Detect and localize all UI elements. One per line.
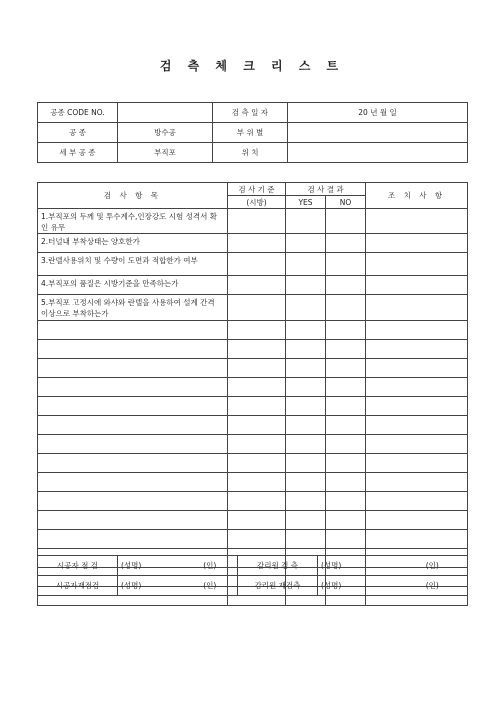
date-value[interactable]: 20 년 월 일 — [288, 103, 468, 123]
checklist-cell-yes[interactable] — [286, 295, 326, 321]
checklist-cell-action[interactable] — [366, 321, 468, 340]
signature-left-seal[interactable]: (인) — [183, 556, 238, 576]
checklist-cell-standard[interactable] — [228, 473, 286, 492]
checklist-cell-standard[interactable] — [228, 359, 286, 378]
checklist-cell-no[interactable] — [326, 473, 366, 492]
checklist-cell-item — [38, 378, 228, 397]
code-label: 공종 CODE NO. — [38, 103, 118, 123]
checklist-cell-item — [38, 359, 228, 378]
checklist-cell-action[interactable] — [366, 511, 468, 530]
checklist-cell-yes[interactable] — [286, 530, 326, 549]
checklist-cell-action[interactable] — [366, 276, 468, 295]
checklist-cell-standard[interactable] — [228, 253, 286, 276]
checklist-cell-action[interactable] — [366, 340, 468, 359]
header-standard: 검 사 기 준 — [228, 183, 286, 196]
checklist-row — [38, 492, 468, 511]
location-label: 위 치 — [213, 143, 288, 163]
checklist-cell-no[interactable] — [326, 209, 366, 234]
subwork-label: 세 부 공 종 — [38, 143, 118, 163]
checklist-cell-item: 4.부직포의 품질은 시방기준을 만족하는가 — [38, 276, 228, 295]
signature-right-label: 감리원 검 측 — [238, 556, 318, 576]
checklist-cell-action[interactable] — [366, 378, 468, 397]
checklist-cell-action[interactable] — [366, 530, 468, 549]
document-title: 검 측 체 크 리 스 트 — [159, 59, 345, 73]
checklist-cell-yes[interactable] — [286, 340, 326, 359]
checklist-cell-item — [38, 416, 228, 435]
checklist-cell-standard[interactable] — [228, 416, 286, 435]
checklist-cell-standard[interactable] — [228, 295, 286, 321]
signature-row — [38, 556, 468, 576]
checklist-cell-yes[interactable] — [286, 492, 326, 511]
checklist-cell-item — [38, 473, 228, 492]
checklist-cell-standard[interactable] — [228, 276, 286, 295]
header-no: NO — [326, 196, 366, 209]
checklist-cell-no[interactable] — [326, 276, 366, 295]
checklist-cell-no[interactable] — [326, 359, 366, 378]
checklist-row — [38, 473, 468, 492]
checklist-cell-item — [38, 454, 228, 473]
checklist-cell-no[interactable] — [326, 492, 366, 511]
checklist-row — [38, 359, 468, 378]
checklist-cell-no[interactable] — [326, 454, 366, 473]
checklist-cell-no[interactable] — [326, 397, 366, 416]
header-result: 검 사 결 과 — [286, 183, 366, 196]
checklist-cell-action[interactable] — [366, 209, 468, 234]
checklist-cell-item — [38, 321, 228, 340]
signature-left-name[interactable]: (성명) — [118, 556, 183, 576]
header-standard-sub: (시방) — [228, 196, 286, 209]
location-value[interactable] — [288, 143, 468, 163]
code-value[interactable] — [118, 103, 213, 123]
part-value[interactable] — [288, 123, 468, 143]
checklist-cell-no[interactable] — [326, 416, 366, 435]
checklist-cell-yes[interactable] — [286, 435, 326, 454]
checklist-row — [38, 253, 468, 276]
checklist-cell-standard[interactable] — [228, 321, 286, 340]
checklist-row — [38, 511, 468, 530]
checklist-cell-no[interactable] — [326, 253, 366, 276]
signature-left-label: 시공자재점검 — [38, 576, 118, 596]
checklist-cell-no[interactable] — [326, 530, 366, 549]
checklist-cell-action[interactable] — [366, 359, 468, 378]
checklist-cell-action[interactable] — [366, 454, 468, 473]
checklist-cell-yes[interactable] — [286, 511, 326, 530]
checklist-row — [38, 378, 468, 397]
checklist-cell-yes[interactable] — [286, 397, 326, 416]
signature-table — [37, 555, 468, 596]
checklist-cell-no[interactable] — [326, 378, 366, 397]
checklist-cell-no[interactable] — [326, 340, 366, 359]
work-value[interactable]: 방수공 — [118, 123, 213, 143]
checklist-cell-item — [38, 340, 228, 359]
signature-body — [38, 556, 468, 596]
checklist-cell-yes[interactable] — [286, 359, 326, 378]
signature-right-name[interactable]: (성명) — [318, 556, 398, 576]
checklist-row — [38, 209, 468, 234]
checklist-cell-standard[interactable] — [228, 511, 286, 530]
signature-right-name[interactable]: (성명) — [318, 576, 398, 596]
checklist-cell-item — [38, 511, 228, 530]
header-item: 검 사 항 목 — [38, 183, 228, 209]
checklist-cell-standard[interactable] — [228, 378, 286, 397]
checklist-row — [38, 340, 468, 359]
checklist-cell-yes[interactable] — [286, 234, 326, 253]
checklist-cell-standard[interactable] — [228, 397, 286, 416]
checklist-cell-item: 3.란델사용위치 및 수량이 도면과 적합한가 여부 — [38, 253, 228, 276]
checklist-cell-standard[interactable] — [228, 209, 286, 234]
checklist-cell-item — [38, 492, 228, 511]
header-action: 조 치 사 항 — [366, 183, 468, 209]
checklist-cell-action[interactable] — [366, 253, 468, 276]
checklist-row — [38, 530, 468, 549]
checklist-cell-no[interactable] — [326, 435, 366, 454]
checklist-cell-action[interactable] — [366, 492, 468, 511]
checklist-cell-item — [38, 397, 228, 416]
checklist-cell-action[interactable] — [366, 397, 468, 416]
checklist-row — [38, 295, 468, 321]
checklist-cell-standard[interactable] — [228, 234, 286, 253]
checklist-cell-item: 5.부직포 고정시에 와샤와 란델을 사용하여 설계 간격 이상으로 부착하는가 — [38, 295, 228, 321]
checklist-cell-action[interactable] — [366, 416, 468, 435]
checklist-cell-yes[interactable] — [286, 209, 326, 234]
checklist-cell-action[interactable] — [366, 473, 468, 492]
checklist-body — [38, 209, 468, 606]
checklist-cell-yes[interactable] — [286, 253, 326, 276]
checklist-cell-yes[interactable] — [286, 321, 326, 340]
checklist-row — [38, 397, 468, 416]
checklist-cell-action[interactable] — [366, 295, 468, 321]
work-label: 공 종 — [38, 123, 118, 143]
checklist-cell-item — [38, 530, 228, 549]
part-label: 부 위 별 — [213, 123, 288, 143]
checklist-cell-standard[interactable] — [228, 492, 286, 511]
checklist-row — [38, 435, 468, 454]
checklist-cell-action[interactable] — [366, 435, 468, 454]
checklist-row — [38, 416, 468, 435]
checklist-cell-standard[interactable] — [228, 435, 286, 454]
info-table — [37, 102, 468, 163]
checklist-cell-standard[interactable] — [228, 530, 286, 549]
checklist-cell-yes[interactable] — [286, 454, 326, 473]
checklist-cell-yes[interactable] — [286, 378, 326, 397]
subwork-value[interactable]: 부직포 — [118, 143, 213, 163]
checklist-cell-item: 2.터널내 부착상태는 양호한가 — [38, 234, 228, 253]
checklist-table — [37, 182, 468, 606]
date-label: 검 측 일 자 — [213, 103, 288, 123]
checklist-cell-no[interactable] — [326, 295, 366, 321]
checklist-cell-yes[interactable] — [286, 416, 326, 435]
checklist-cell-action[interactable] — [366, 234, 468, 253]
checklist-cell-no[interactable] — [326, 321, 366, 340]
checklist-cell-yes[interactable] — [286, 473, 326, 492]
header-yes: YES — [286, 196, 326, 209]
checklist-cell-item: 1.부직포의 두께 및 투수계수,인장강도 시험 성격서 확인 유무 — [38, 209, 228, 234]
checklist-cell-standard[interactable] — [228, 454, 286, 473]
checklist-cell-item — [38, 435, 228, 454]
checklist-row — [38, 234, 468, 253]
signature-right-label: 감리원 재검측 — [238, 576, 318, 596]
checklist-cell-yes[interactable] — [286, 276, 326, 295]
signature-left-name[interactable]: (성명) — [118, 576, 183, 596]
checklist-row — [38, 454, 468, 473]
signature-right-seal[interactable]: (인) — [398, 576, 468, 596]
signature-row — [38, 576, 468, 596]
checklist-row — [38, 276, 468, 295]
signature-left-label: 시공자 점 검 — [38, 556, 118, 576]
checklist-cell-standard[interactable] — [228, 340, 286, 359]
checklist-cell-no[interactable] — [326, 511, 366, 530]
checklist-row — [38, 321, 468, 340]
signature-right-seal[interactable]: (인) — [398, 556, 468, 576]
signature-left-seal[interactable]: (인) — [183, 576, 238, 596]
checklist-cell-no[interactable] — [326, 234, 366, 253]
